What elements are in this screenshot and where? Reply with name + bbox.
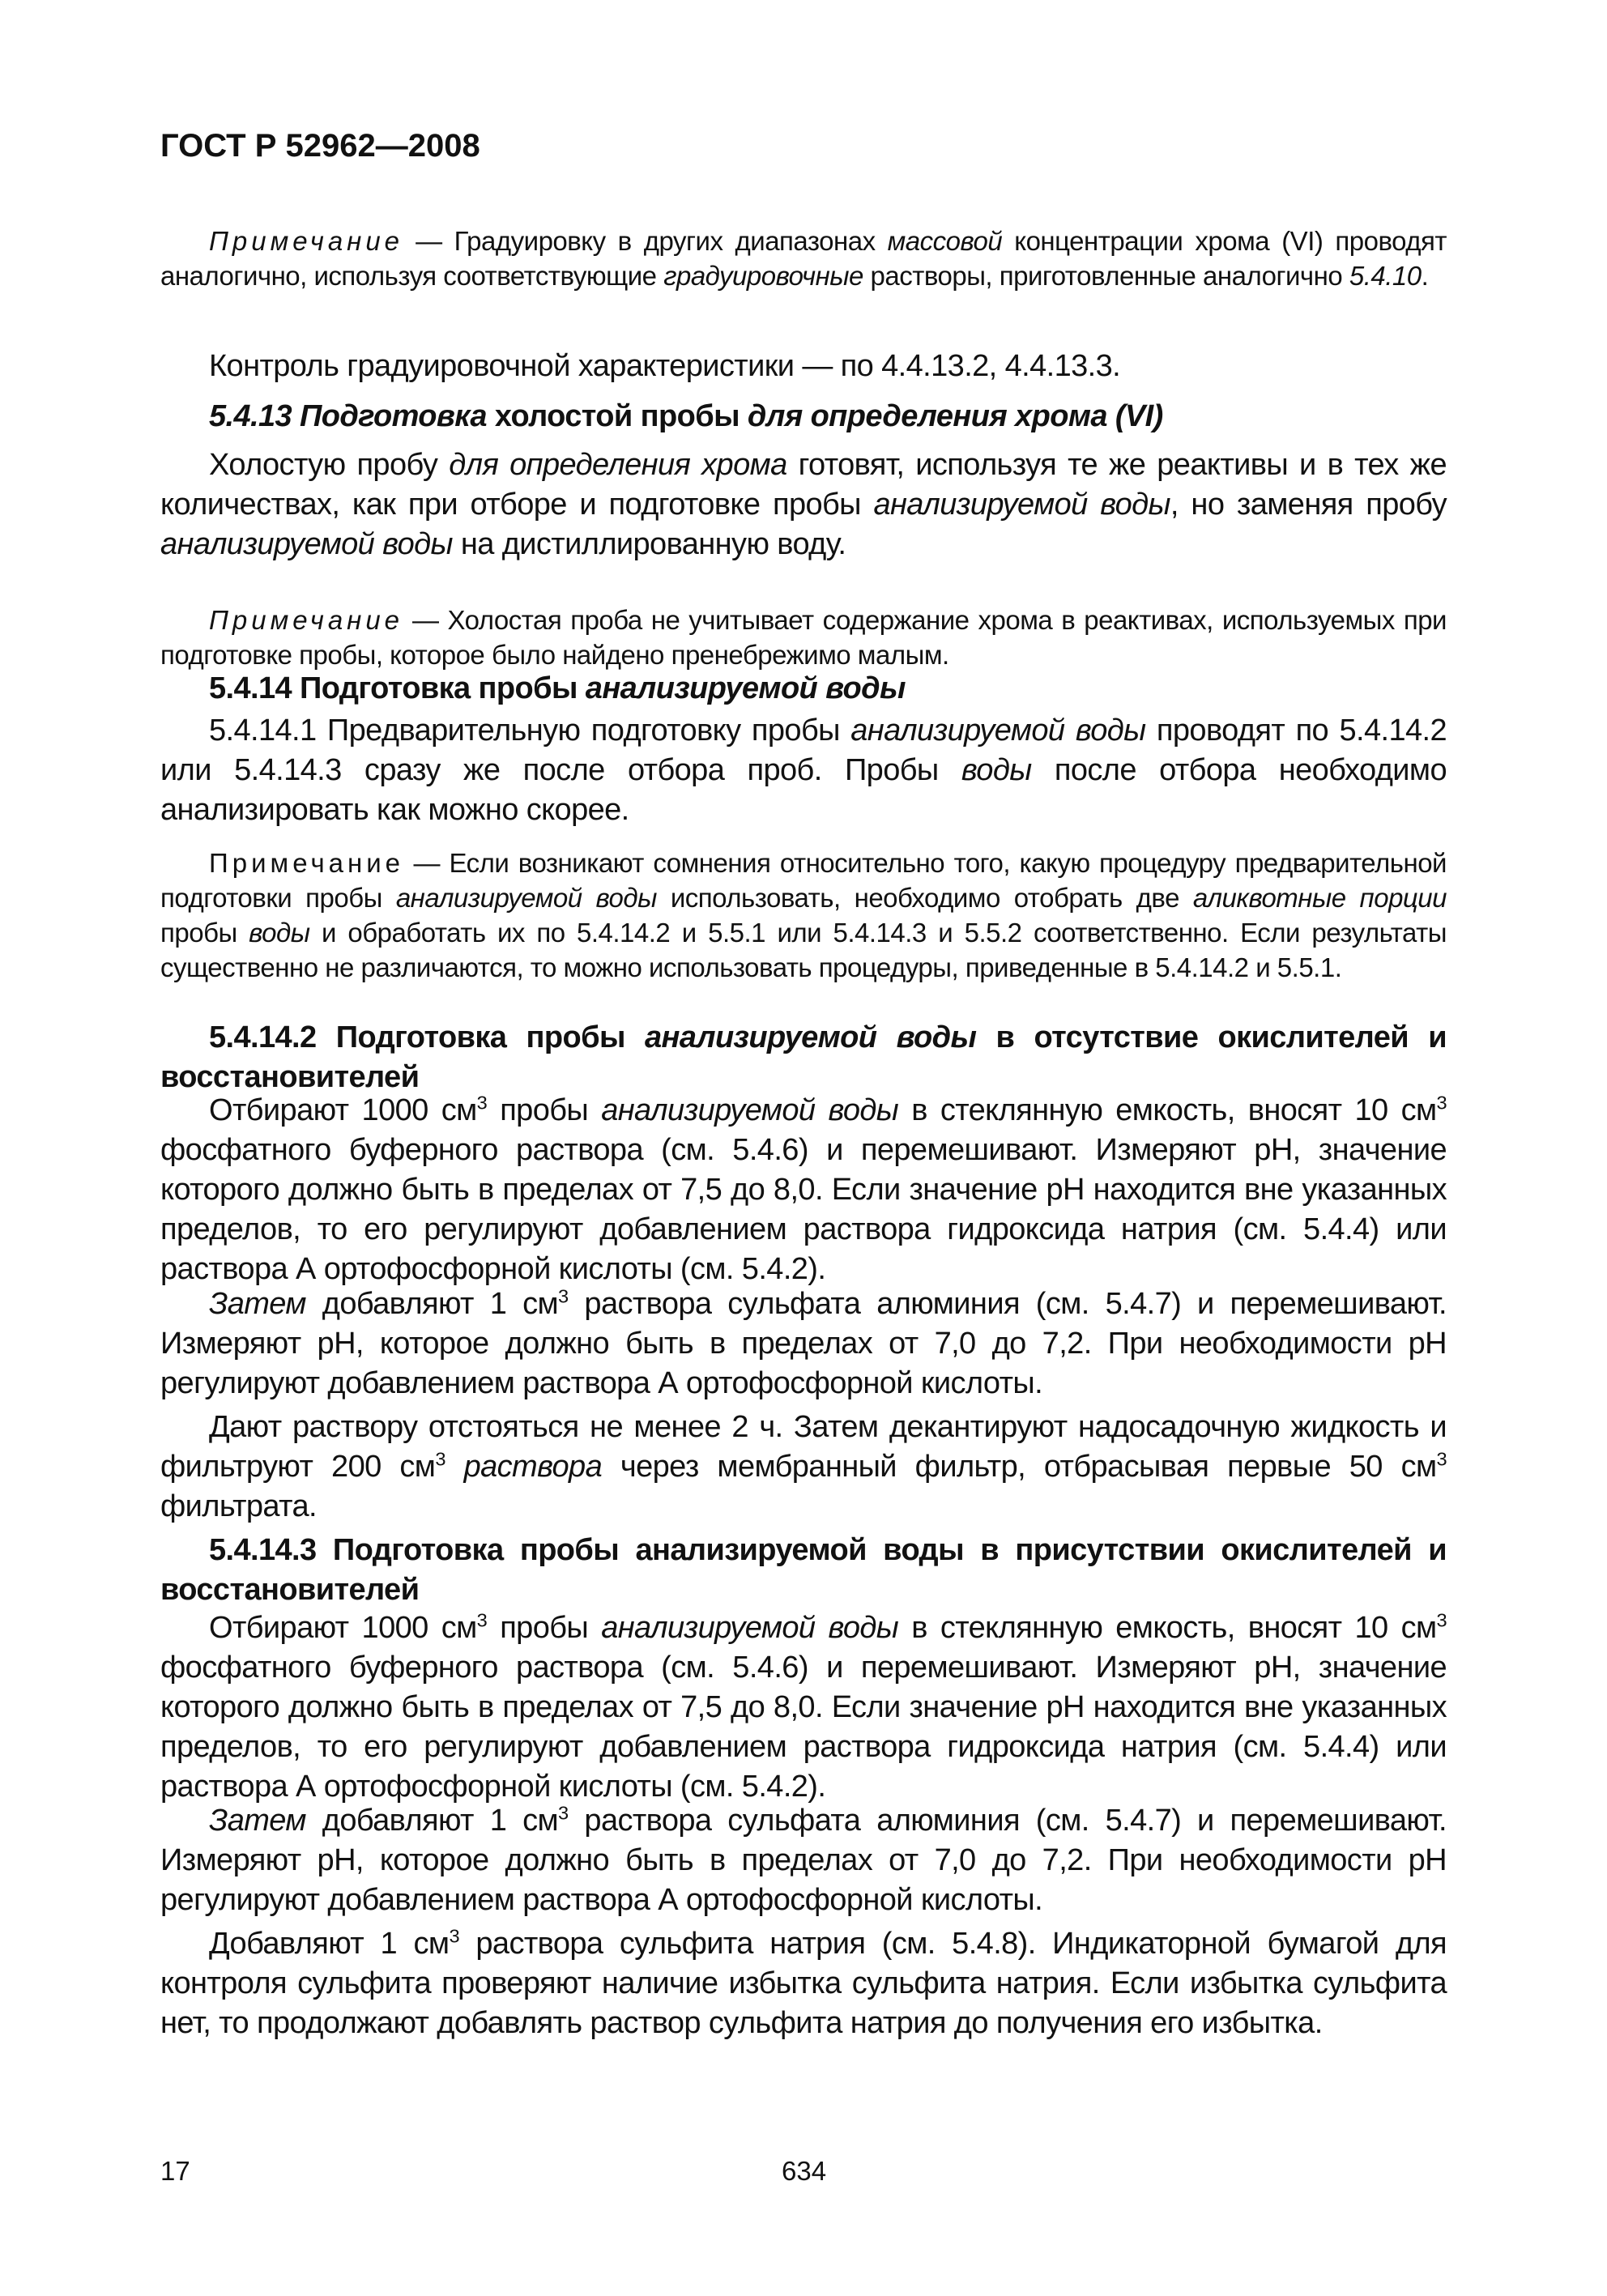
text-run: 5.4.13 Подготовка — [209, 399, 487, 433]
paragraph — [160, 1924, 1447, 2043]
paragraph — [160, 1531, 1447, 1610]
text-run: анализируемой воды — [395, 883, 657, 913]
text-run: через мембранный фильтр, отбрасывая первые 50 см — [602, 1450, 1437, 1484]
text-run: градуировочные — [663, 261, 863, 291]
text-run: растворы, приготовленные аналогично — [863, 261, 1349, 291]
superscript: 3 — [476, 1092, 488, 1114]
text-run: пробы — [487, 1093, 602, 1127]
paragraph — [160, 1091, 1447, 1289]
text-run: использовать, необходимо отобрать две — [656, 883, 1193, 913]
text-run: Затем — [209, 1804, 306, 1838]
text-run: анализируемой воды — [601, 1611, 899, 1645]
superscript: 3 — [1436, 1092, 1447, 1114]
text-run: Примечание — [209, 605, 404, 635]
text-run: после отбора необходимо анализировать как можно скорее. — [160, 753, 1447, 827]
text-run: и обработать их по 5.4.14.2 и 5.5.1 или 5.4.14.3 и 5.5.2 соответственно. Если результаты существенно не различаются, то можно использовать процедуры, приведенные в 5.4.14.2 и 5.5.1. — [160, 918, 1447, 982]
text-run: раствора сульфита натрия (см. 5.4.8). Индикаторной бумагой для контроля сульфита проверяют наличие избытка сульфита натрия. Если избытка сульфита нет, то продолжают добавлять раствор сульфита натрия до получения его избытка. — [160, 1927, 1447, 2040]
text-run: 5.4.14 Подготовка пробы — [209, 671, 586, 705]
text-run: 5.4.14.1 Предварительную подготовку пробы — [209, 714, 851, 748]
text-run: анализируемой воды — [601, 1093, 899, 1127]
text-run: , но заменяя пробу — [1170, 488, 1447, 522]
paragraph — [160, 1018, 1447, 1097]
paragraph — [160, 445, 1447, 564]
text-run: аликвотные порции — [1192, 883, 1447, 913]
text-run: в отсутствие окислителей и восстановителей — [160, 1020, 1447, 1094]
note-paragraph — [160, 846, 1447, 985]
paragraph — [160, 711, 1447, 830]
text-run: для определения хрома (VI) — [747, 399, 1163, 433]
sheet-number: 634 — [782, 2156, 827, 2186]
text-run — [445, 1450, 464, 1484]
paragraph — [160, 1608, 1447, 1807]
superscript: 3 — [558, 1802, 569, 1824]
text-run: Затем — [209, 1287, 306, 1321]
text-run: Холостую пробу — [209, 448, 450, 482]
text-run: — Градуировку в других диапазонах — [403, 226, 888, 256]
paragraph — [160, 347, 1447, 386]
text-run: Контроль градуировочной характеристики — по 4.4.13.2, 4.4.13.3. — [209, 349, 1121, 383]
text-run: воды — [249, 918, 310, 948]
text-run: анализируемой воды — [585, 671, 906, 705]
text-run: раствора сульфата алюминия (см. 5.4.7) и перемешивают. Измеряют pH, которое должно быть в пределах от 7,0 до 7,2. При необходимости pH регулируют добавлением раствора А ортофосфорной кислоты. — [160, 1287, 1447, 1400]
superscript: 3 — [558, 1285, 569, 1307]
paragraph — [160, 1408, 1447, 1527]
text-run: пробы — [487, 1611, 602, 1645]
text-run: анализируемой воды — [645, 1020, 977, 1054]
text-run: фосфатного буферного раствора (см. 5.4.6) и перемешивают. Измеряют pH, значение которого должно быть в пределах от 7,5 до 8,0. Если значение pH находится вне указанных пределов, то его регулируют добавлением раствора гидроксида натрия (см. 5.4.4) или раствора А ортофосфорной кислоты (см. 5.4.2). — [160, 1133, 1447, 1286]
text-run: Примечание — [209, 226, 404, 256]
text-run: раствора сульфата алюминия (см. 5.4.7) и перемешивают. Измеряют pH, которое должно быть в пределах от 7,0 до 7,2. При необходимости pH регулируют добавлением раствора А ортофосфорной кислоты. — [160, 1804, 1447, 1917]
text-run: пробы — [160, 918, 249, 948]
paragraph — [160, 1284, 1447, 1404]
paragraph — [160, 1801, 1447, 1920]
text-run: концентрации хрома (VI) проводят аналогично, используя соответствующие — [160, 226, 1447, 291]
superscript: 3 — [435, 1448, 445, 1470]
text-run: . — [1421, 261, 1429, 291]
note-paragraph — [160, 224, 1447, 293]
text-run: для определения хрома — [449, 448, 787, 482]
paragraph — [160, 669, 1447, 709]
text-run: — Если возникают сомнения относительно того, какую процедуру предварительной подготовки пробы — [160, 848, 1447, 913]
note-paragraph — [160, 603, 1447, 672]
text-run: Примечание — [209, 848, 405, 878]
text-run: в стеклянную емкость, вносят 10 см — [898, 1093, 1437, 1127]
text-run: холостой пробы — [486, 399, 748, 433]
superscript: 3 — [1436, 1448, 1447, 1470]
text-run: на дистиллированную воду. — [452, 527, 846, 561]
text-run: Отбирают 1000 см — [209, 1093, 477, 1127]
page-number: 17 — [160, 2156, 190, 2186]
text-run: анализируемой воды — [850, 714, 1146, 748]
text-run: 5.4.10 — [1349, 261, 1422, 291]
text-run: анализируемой воды — [160, 527, 453, 561]
superscript: 3 — [476, 1609, 488, 1631]
text-run: Добавляют 1 см — [209, 1927, 450, 1961]
text-run: анализируемой воды — [873, 488, 1170, 522]
text-run: добавляют 1 см — [305, 1804, 559, 1838]
text-run: 5.4.14.2 Подготовка пробы — [209, 1020, 646, 1054]
text-run: в стеклянную емкость, вносят 10 см — [898, 1611, 1437, 1645]
text-run: готовят, используя те же реактивы и в тех же количествах, как при отборе и подготовке пробы — [160, 448, 1447, 522]
text-run: — Холостая проба не учитывает содержание хрома в реактивах, используемых при подготовке пробы, которое было найдено пренебрежимо малым. — [160, 605, 1447, 670]
text-run: фильтрата. — [160, 1489, 317, 1523]
text-run: массовой — [887, 226, 1003, 256]
text-run: раствора — [463, 1450, 603, 1484]
document-header: ГОСТ Р 52962—2008 — [160, 128, 480, 164]
text-run: 5.4.14.3 Подготовка пробы анализируемой воды в присутствии окислителей и восстановителей — [160, 1533, 1447, 1607]
superscript: 3 — [1436, 1609, 1447, 1631]
text-run: Дают раствору отстояться не менее 2 ч. Затем декантируют надосадочную жидкость и фильтруют 200 см — [160, 1410, 1447, 1484]
text-run: добавляют 1 см — [305, 1287, 559, 1321]
text-run: фосфатного буферного раствора (см. 5.4.6) и перемешивают. Измеряют pH, значение которого должно быть в пределах от 7,5 до 8,0. Если значение pH находится вне указанных пределов, то его регулируют добавлением раствора гидроксида натрия (см. 5.4.4) или раствора А ортофосфорной кислоты (см. 5.4.2). — [160, 1651, 1447, 1804]
paragraph — [160, 397, 1447, 437]
text-run: Отбирают 1000 см — [209, 1611, 477, 1645]
superscript: 3 — [449, 1925, 459, 1947]
text-run: воды — [961, 753, 1032, 787]
text-run: проводят по 5.4.14.2 или 5.4.14.3 сразу же после отбора проб. Пробы — [160, 714, 1447, 787]
